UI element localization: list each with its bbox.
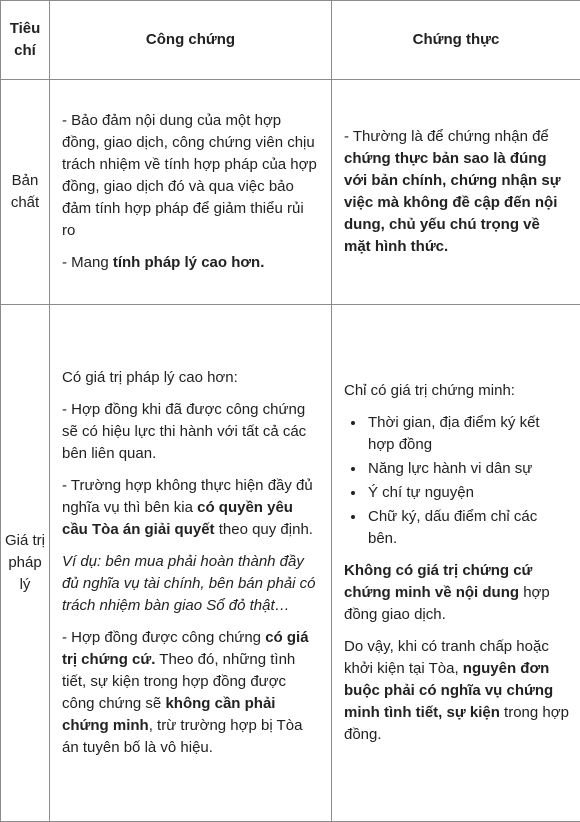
bold-text: chứng thực bản sao là đúng với bản chính, chứng nhận sự việc mà không đề cập đến nội dung, chủ yếu chú trọng về mặt hình thức. [344, 150, 561, 255]
list-item: • Chữ ký, dấu điểm chỉ các bên. [366, 506, 570, 550]
paragraph: Có giá trị pháp lý cao hơn: [62, 367, 321, 389]
list-item: • Năng lực hành vi dân sự [366, 458, 570, 480]
notarization-cell [50, 80, 332, 305]
table-row [1, 305, 580, 822]
certification-cell [332, 305, 580, 822]
header-row [1, 1, 580, 80]
text: Theo đó, những tình tiết, sự kiện trong hợp đồng được công chứng sẽ [62, 651, 295, 712]
criteria-cell: Bản chất [1, 80, 50, 305]
table-row [1, 80, 580, 305]
paragraph [62, 252, 321, 274]
text: theo quy định. [215, 521, 313, 538]
paragraph [344, 560, 570, 626]
italic-example: Ví dụ: bên mua phải hoàn thành đầy đủ nghĩa vụ tài chính, bên bán phải có trách nhiệm bàn giao Sổ đỏ thật… [62, 553, 316, 614]
paragraph [62, 475, 321, 541]
bold-text: nguyên đơn buộc phải có nghĩa vụ chứng minh tình tiết, sự kiện [344, 660, 553, 721]
bold-text: Không có giá trị chứng cứ chứng minh về nội dung [344, 562, 532, 601]
bold-text: tính pháp lý cao hơn. [113, 254, 265, 271]
paragraph [62, 551, 321, 617]
paragraph: Chỉ có giá trị chứng minh: [344, 380, 570, 402]
text: , trừ trường hợp bị Tòa án tuyên bố là vô hiệu. [62, 717, 302, 756]
paragraph [344, 636, 570, 746]
list-item: • Thời gian, địa điểm ký kết hợp đồng [366, 412, 570, 456]
text: - Hợp đồng được công chứng [62, 629, 265, 646]
text: Do vậy, khi có tranh chấp hoặc khởi kiện tại Tòa, [344, 638, 549, 677]
paragraph [344, 126, 570, 258]
bold-text: không cần phải chứng minh [62, 695, 275, 734]
paragraph [62, 627, 321, 759]
header-certification: Chứng thực [332, 1, 580, 80]
text: - Mang [62, 254, 113, 271]
text: trong hợp đồng. [344, 704, 569, 743]
certification-cell [332, 80, 580, 305]
notarization-cell [50, 305, 332, 822]
header-criteria: Tiêu chí [1, 1, 50, 80]
criteria-cell: Giá trị pháp lý [1, 305, 50, 822]
paragraph: - Hợp đồng khi đã được công chứng sẽ có hiệu lực thi hành với tất cả các bên liên quan. [62, 399, 321, 465]
bold-text: có giá trị chứng cứ. [62, 629, 309, 668]
list-item: • Ý chí tự nguyện [366, 482, 570, 504]
text: - Trường hợp không thực hiện đầy đủ nghĩa vụ thì bên kia [62, 477, 313, 516]
header-notarization: Công chứng [50, 1, 332, 80]
text: hợp đồng giao dịch. [344, 584, 550, 623]
bullet-list [344, 412, 570, 550]
text: - Thường là để chứng nhận để [344, 128, 549, 145]
paragraph: - Bảo đảm nội dung của một hợp đồng, giao dịch, công chứng viên chịu trách nhiệm về tính hợp pháp của hợp đồng, giao dịch đó và qua việc bảo đảm tính hợp pháp để giảm thiểu rủi ro [62, 110, 321, 242]
bold-text: có quyền yêu cầu Tòa án giải quyết [62, 499, 293, 538]
